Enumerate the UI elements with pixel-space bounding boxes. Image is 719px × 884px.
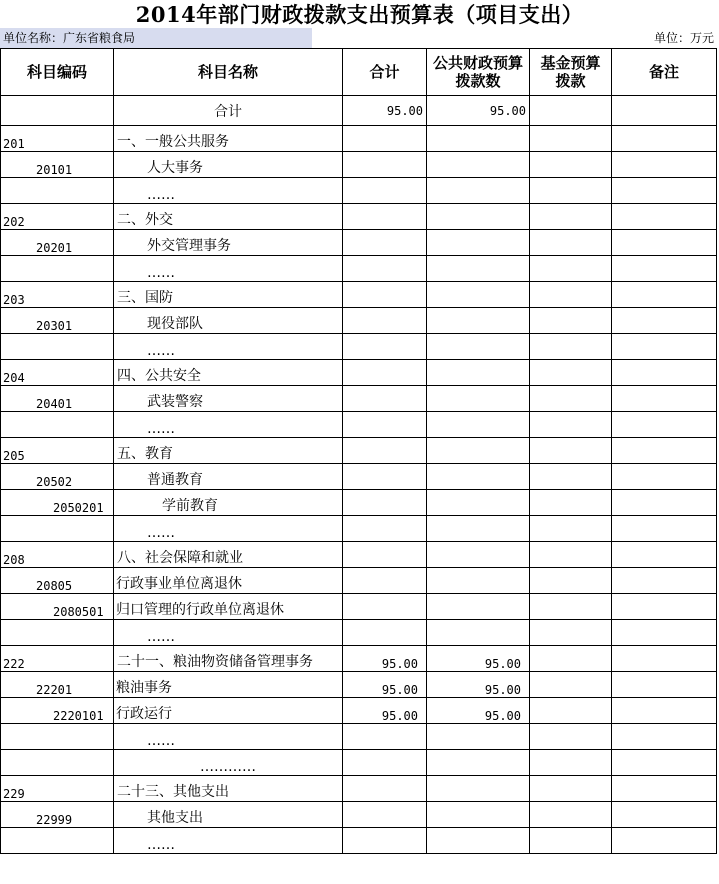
cell-fund <box>530 412 612 438</box>
cell-fund <box>530 646 612 672</box>
cell-public <box>427 802 530 828</box>
cell-total <box>343 386 427 412</box>
cell-remark <box>612 438 717 464</box>
cell-fund <box>530 256 612 282</box>
table-row <box>1 126 717 152</box>
cell-public <box>427 152 530 178</box>
cell-code <box>1 256 114 282</box>
table-row <box>1 282 717 308</box>
cell-code: 229 <box>1 776 114 802</box>
cell-total <box>343 828 427 854</box>
table-row <box>1 152 717 178</box>
cell-public <box>427 204 530 230</box>
cell-code <box>1 828 114 854</box>
cell-public <box>427 178 530 204</box>
cell-fund <box>530 828 612 854</box>
cell-name: 行政事业单位离退休 <box>114 568 343 594</box>
cell-name: 五、教育 <box>114 438 343 464</box>
cell-code <box>1 96 114 126</box>
page-title: 2014年部门财政拨款支出预算表（项目支出） <box>135 2 584 27</box>
cell-remark <box>612 386 717 412</box>
cell-name: …… <box>114 828 343 854</box>
cell-public <box>427 360 530 386</box>
table-row <box>1 542 717 568</box>
cell-total <box>343 308 427 334</box>
table-row <box>1 438 717 464</box>
cell-name: 普通教育 <box>114 464 343 490</box>
cell-fund <box>530 126 612 152</box>
cell-remark <box>612 308 717 334</box>
cell-code: 222 <box>1 646 114 672</box>
cell-code <box>1 178 114 204</box>
cell-remark <box>612 230 717 256</box>
cell-total <box>343 178 427 204</box>
cell-total <box>343 438 427 464</box>
cell-remark <box>612 96 717 126</box>
cell-code: 20201 <box>1 230 114 256</box>
cell-fund <box>530 490 612 516</box>
cell-total <box>343 464 427 490</box>
table-row <box>1 646 717 672</box>
cell-total <box>343 568 427 594</box>
cell-public <box>427 724 530 750</box>
cell-code <box>1 334 114 360</box>
cell-total <box>343 776 427 802</box>
header-public <box>427 49 530 96</box>
cell-name: 归口管理的行政单位离退休 <box>114 594 343 620</box>
table-row <box>1 256 717 282</box>
table-row <box>1 386 717 412</box>
cell-code: 22201 <box>1 672 114 698</box>
cell-code: 208 <box>1 542 114 568</box>
header-remark: 备注 <box>612 49 717 96</box>
cell-fund <box>530 776 612 802</box>
cell-total: 95.00 <box>343 672 427 698</box>
cell-name: 其他支出 <box>114 802 343 828</box>
table-row <box>1 802 717 828</box>
table-row <box>1 672 717 698</box>
cell-code: 20502 <box>1 464 114 490</box>
table-row <box>1 516 717 542</box>
cell-name: 学前教育 <box>114 490 343 516</box>
cell-total: 95.00 <box>343 96 427 126</box>
cell-public <box>427 620 530 646</box>
cell-public <box>427 490 530 516</box>
cell-total <box>343 126 427 152</box>
cell-fund <box>530 672 612 698</box>
cell-fund <box>530 698 612 724</box>
table-row <box>1 724 717 750</box>
header-total: 合计 <box>343 49 427 96</box>
cell-total <box>343 412 427 438</box>
table-row <box>1 750 717 776</box>
cell-name: 一、一般公共服务 <box>114 126 343 152</box>
cell-remark <box>612 646 717 672</box>
cell-name: 行政运行 <box>114 698 343 724</box>
cell-name: …… <box>114 412 343 438</box>
cell-code: 205 <box>1 438 114 464</box>
cell-name: 八、社会保障和就业 <box>114 542 343 568</box>
cell-fund <box>530 464 612 490</box>
budget-table <box>0 48 717 854</box>
cell-fund <box>530 724 612 750</box>
cell-remark <box>612 490 717 516</box>
cell-total <box>343 542 427 568</box>
cell-total <box>343 282 427 308</box>
table-row <box>1 594 717 620</box>
cell-fund <box>530 282 612 308</box>
cell-total <box>343 360 427 386</box>
table-row <box>1 204 717 230</box>
cell-fund <box>530 438 612 464</box>
table-row <box>1 96 717 126</box>
cell-code: 20101 <box>1 152 114 178</box>
cell-remark <box>612 724 717 750</box>
cell-code <box>1 620 114 646</box>
cell-total <box>343 256 427 282</box>
cell-public: 95.00 <box>427 646 530 672</box>
cell-name: ………… <box>114 750 343 776</box>
cell-total <box>343 620 427 646</box>
cell-remark <box>612 828 717 854</box>
cell-public <box>427 464 530 490</box>
cell-public <box>427 516 530 542</box>
cell-public <box>427 230 530 256</box>
header-fund <box>530 49 612 96</box>
cell-total <box>343 490 427 516</box>
cell-remark <box>612 126 717 152</box>
header-name: 科目名称 <box>114 49 343 96</box>
cell-total <box>343 334 427 360</box>
cell-public <box>427 568 530 594</box>
cell-fund <box>530 96 612 126</box>
cell-total <box>343 152 427 178</box>
cell-fund <box>530 360 612 386</box>
cell-remark <box>612 464 717 490</box>
cell-name: 武装警察 <box>114 386 343 412</box>
cell-public: 95.00 <box>427 698 530 724</box>
cell-public <box>427 776 530 802</box>
cell-name: …… <box>114 178 343 204</box>
cell-name: …… <box>114 516 343 542</box>
cell-total <box>343 516 427 542</box>
cell-name: 现役部队 <box>114 308 343 334</box>
cell-code: 22999 <box>1 802 114 828</box>
cell-code: 20301 <box>1 308 114 334</box>
cell-code: 20805 <box>1 568 114 594</box>
table-row <box>1 828 717 854</box>
cell-total <box>343 230 427 256</box>
cell-fund <box>530 308 612 334</box>
cell-name: …… <box>114 334 343 360</box>
cell-name: 人大事务 <box>114 152 343 178</box>
cell-total <box>343 724 427 750</box>
cell-code: 202 <box>1 204 114 230</box>
table-row <box>1 698 717 724</box>
cell-code: 2050201 <box>1 490 114 516</box>
cell-code <box>1 724 114 750</box>
cell-fund <box>530 178 612 204</box>
cell-total <box>343 750 427 776</box>
cell-remark <box>612 698 717 724</box>
cell-name: 四、公共安全 <box>114 360 343 386</box>
cell-fund <box>530 542 612 568</box>
cell-total: 95.00 <box>343 646 427 672</box>
unit-name-label: 单位名称：广东省粮食局 <box>0 28 312 48</box>
cell-fund <box>530 750 612 776</box>
cell-remark <box>612 282 717 308</box>
cell-public <box>427 334 530 360</box>
table-row <box>1 620 717 646</box>
table-row <box>1 360 717 386</box>
table-row <box>1 334 717 360</box>
cell-name: 外交管理事务 <box>114 230 343 256</box>
cell-remark <box>612 802 717 828</box>
cell-remark <box>612 620 717 646</box>
unit-label: 单位：万元 <box>653 31 714 45</box>
cell-remark <box>612 672 717 698</box>
cell-total <box>343 594 427 620</box>
cell-public: 95.00 <box>427 672 530 698</box>
cell-fund <box>530 386 612 412</box>
cell-code: 204 <box>1 360 114 386</box>
cell-name: …… <box>114 724 343 750</box>
unit-bar <box>0 28 719 48</box>
cell-total <box>343 802 427 828</box>
table-row <box>1 412 717 438</box>
cell-remark <box>612 542 717 568</box>
cell-fund <box>530 152 612 178</box>
cell-public <box>427 126 530 152</box>
table-body <box>1 96 717 854</box>
cell-public <box>427 828 530 854</box>
cell-name: 二、外交 <box>114 204 343 230</box>
cell-total: 95.00 <box>343 698 427 724</box>
table-row <box>1 490 717 516</box>
cell-public <box>427 308 530 334</box>
cell-name: 粮油事务 <box>114 672 343 698</box>
header-code: 科目编码 <box>1 49 114 96</box>
cell-code: 2220101 <box>1 698 114 724</box>
cell-remark <box>612 516 717 542</box>
cell-fund <box>530 516 612 542</box>
cell-remark <box>612 412 717 438</box>
cell-fund <box>530 620 612 646</box>
cell-code <box>1 750 114 776</box>
table-row <box>1 568 717 594</box>
header-fund-text: 基金预算拨款 <box>540 54 601 90</box>
cell-remark <box>612 152 717 178</box>
cell-code: 201 <box>1 126 114 152</box>
cell-name: …… <box>114 620 343 646</box>
table-row <box>1 464 717 490</box>
cell-code: 2080501 <box>1 594 114 620</box>
cell-public <box>427 542 530 568</box>
cell-remark <box>612 776 717 802</box>
cell-public <box>427 750 530 776</box>
cell-remark <box>612 568 717 594</box>
cell-code <box>1 516 114 542</box>
table-row <box>1 308 717 334</box>
cell-name: …… <box>114 256 343 282</box>
cell-code <box>1 412 114 438</box>
cell-code: 20401 <box>1 386 114 412</box>
cell-name: 合计 <box>114 96 343 126</box>
header-public-text: 公共财政预算拨款数 <box>433 54 524 90</box>
cell-fund <box>530 230 612 256</box>
cell-public <box>427 594 530 620</box>
table-row <box>1 230 717 256</box>
cell-remark <box>612 594 717 620</box>
cell-remark <box>612 360 717 386</box>
table-header-row <box>1 49 717 96</box>
cell-code: 203 <box>1 282 114 308</box>
cell-remark <box>612 256 717 282</box>
cell-total <box>343 204 427 230</box>
cell-remark <box>612 178 717 204</box>
cell-name: 二十三、其他支出 <box>114 776 343 802</box>
table-row <box>1 178 717 204</box>
cell-remark <box>612 204 717 230</box>
cell-remark <box>612 334 717 360</box>
cell-public <box>427 256 530 282</box>
cell-fund <box>530 594 612 620</box>
table-row <box>1 776 717 802</box>
cell-fund <box>530 568 612 594</box>
cell-fund <box>530 204 612 230</box>
cell-public <box>427 438 530 464</box>
cell-public: 95.00 <box>427 96 530 126</box>
cell-remark <box>612 750 717 776</box>
cell-name: 二十一、粮油物资储备管理事务 <box>114 646 343 672</box>
cell-name: 三、国防 <box>114 282 343 308</box>
cell-public <box>427 386 530 412</box>
cell-public <box>427 412 530 438</box>
cell-fund <box>530 334 612 360</box>
cell-fund <box>530 802 612 828</box>
cell-public <box>427 282 530 308</box>
